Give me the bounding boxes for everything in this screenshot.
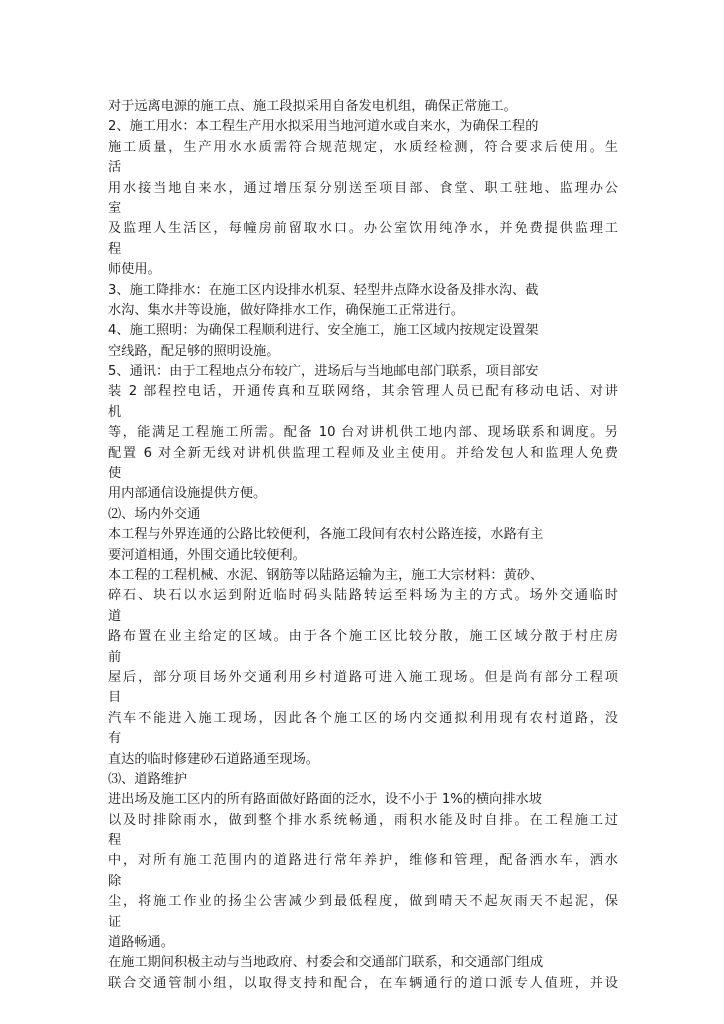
text-line: 对于远离电源的施工点、施工段拟采用自备发电机组，确保正常施工。	[108, 99, 517, 114]
text-line: 除	[108, 873, 122, 889]
text-line: ⑶、道路维护	[108, 771, 188, 787]
text-line: 前	[108, 649, 122, 665]
text-line: 中，对所有施工范围内的道路进行常年养护，维修和管理，配备洒水车，洒水	[108, 853, 618, 869]
text-line: 本工程与外界连通的公路比较便利，各施工段间有农村公路连接，水路有主	[108, 527, 544, 543]
text-line: 直达的临时修建砂石道路通至现场。	[108, 751, 319, 767]
text-line: 配置 6 对全新无线对讲机供监理工程师及业主使用。并给发包人和监理人免费	[108, 445, 618, 461]
text-line: 在施工期间积极主动与当地政府、村委会和交通部门联系，和交通部门组成	[108, 955, 544, 971]
text-line: 2、施工用水：本工程生产用水拟采用当地河道水或自来水，为确保工程的	[108, 119, 539, 135]
text-line: 尘，将施工作业的扬尘公害减少到最低程度，做到晴天不起灰雨天不起泥，保	[108, 894, 618, 910]
text-line: 本工程的工程机械、水泥、钢筋等以陆路运输为主，施工大宗材料：黄砂、	[108, 567, 544, 583]
text-line: 进出场及施工区内的所有路面做好路面的泛水，设不小于 1%的横向排水坡	[108, 792, 542, 808]
text-line: 程	[108, 833, 122, 849]
text-line: 路布置在业主给定的区域。由于各个施工区比较分散，施工区域分散于村庄房	[108, 629, 618, 645]
document-body-text	[108, 97, 618, 994]
text-line: 4、施工照明：为确保工程顺利进行、安全施工，施工区域内按规定设置架	[108, 323, 539, 339]
text-line: 使	[108, 466, 122, 482]
text-line: 师使用。	[108, 262, 161, 278]
text-line: 3、施工降排水：在施工区内设排水机泵、轻型井点降水设备及排水沟、截	[108, 282, 539, 298]
text-line: 装 2 部程控电话，开通传真和互联网络，其余管理人员已配有移动电话、对讲	[108, 384, 618, 400]
text-line: ⑵、场内外交通	[108, 506, 201, 522]
text-line: 及监理人生活区，每幢房前留取水口。办公室饮用纯净水，并免费提供监理工	[108, 221, 618, 237]
text-line: 有	[108, 731, 122, 747]
text-line: 空线路，配足够的照明设施。	[108, 343, 280, 359]
text-line: 等，能满足工程施工所需。配备 10 台对讲机供工地内部、现场联系和调度。另	[108, 425, 618, 441]
text-line: 要河道相通，外围交通比较便利。	[108, 547, 306, 563]
text-line: 联合交通管制小组，以取得支持和配合，在车辆通行的道口派专人值班，并设	[108, 975, 618, 991]
text-line: 碎石、块石以水运到附近临时码头陆路转运至料场为主的方式。场外交通临时	[108, 588, 618, 604]
text-line: 水沟、集水井等设施，做好降排水工作，确保施工正常进行。	[108, 302, 465, 318]
text-line: 道	[108, 608, 122, 624]
text-line: 机	[108, 404, 122, 420]
text-line: 活	[108, 160, 122, 176]
text-line: 汽车不能进入施工现场，因此各个施工区的场内交通拟利用现有农村道路，没	[108, 710, 618, 726]
text-line: 用内部通信设施提供方便。	[108, 486, 267, 502]
text-line: 以及时排除雨水，做到整个排水系统畅通，雨积水能及时自排。在工程施工过	[108, 812, 618, 828]
text-line: 证	[108, 914, 122, 930]
text-line: 施工质量，生产用水水质需符合规范规定，水质经检测，符合要求后使用。生	[108, 139, 618, 155]
text-line: 室	[108, 200, 122, 216]
text-line: 道路畅通。	[108, 935, 174, 951]
text-line: 5、通讯：由于工程地点分布较广，进场后与当地邮电部门联系，项目部安	[108, 364, 539, 380]
text-line: 程	[108, 241, 122, 257]
text-line: 目	[108, 690, 122, 706]
text-line: 屋后，部分项目场外交通利用乡村道路可进入施工现场。但是尚有部分工程项	[108, 669, 618, 685]
text-line: 用水接当地自来水，通过增压泵分别送至项目部、食堂、职工驻地、监理办公	[108, 180, 618, 196]
